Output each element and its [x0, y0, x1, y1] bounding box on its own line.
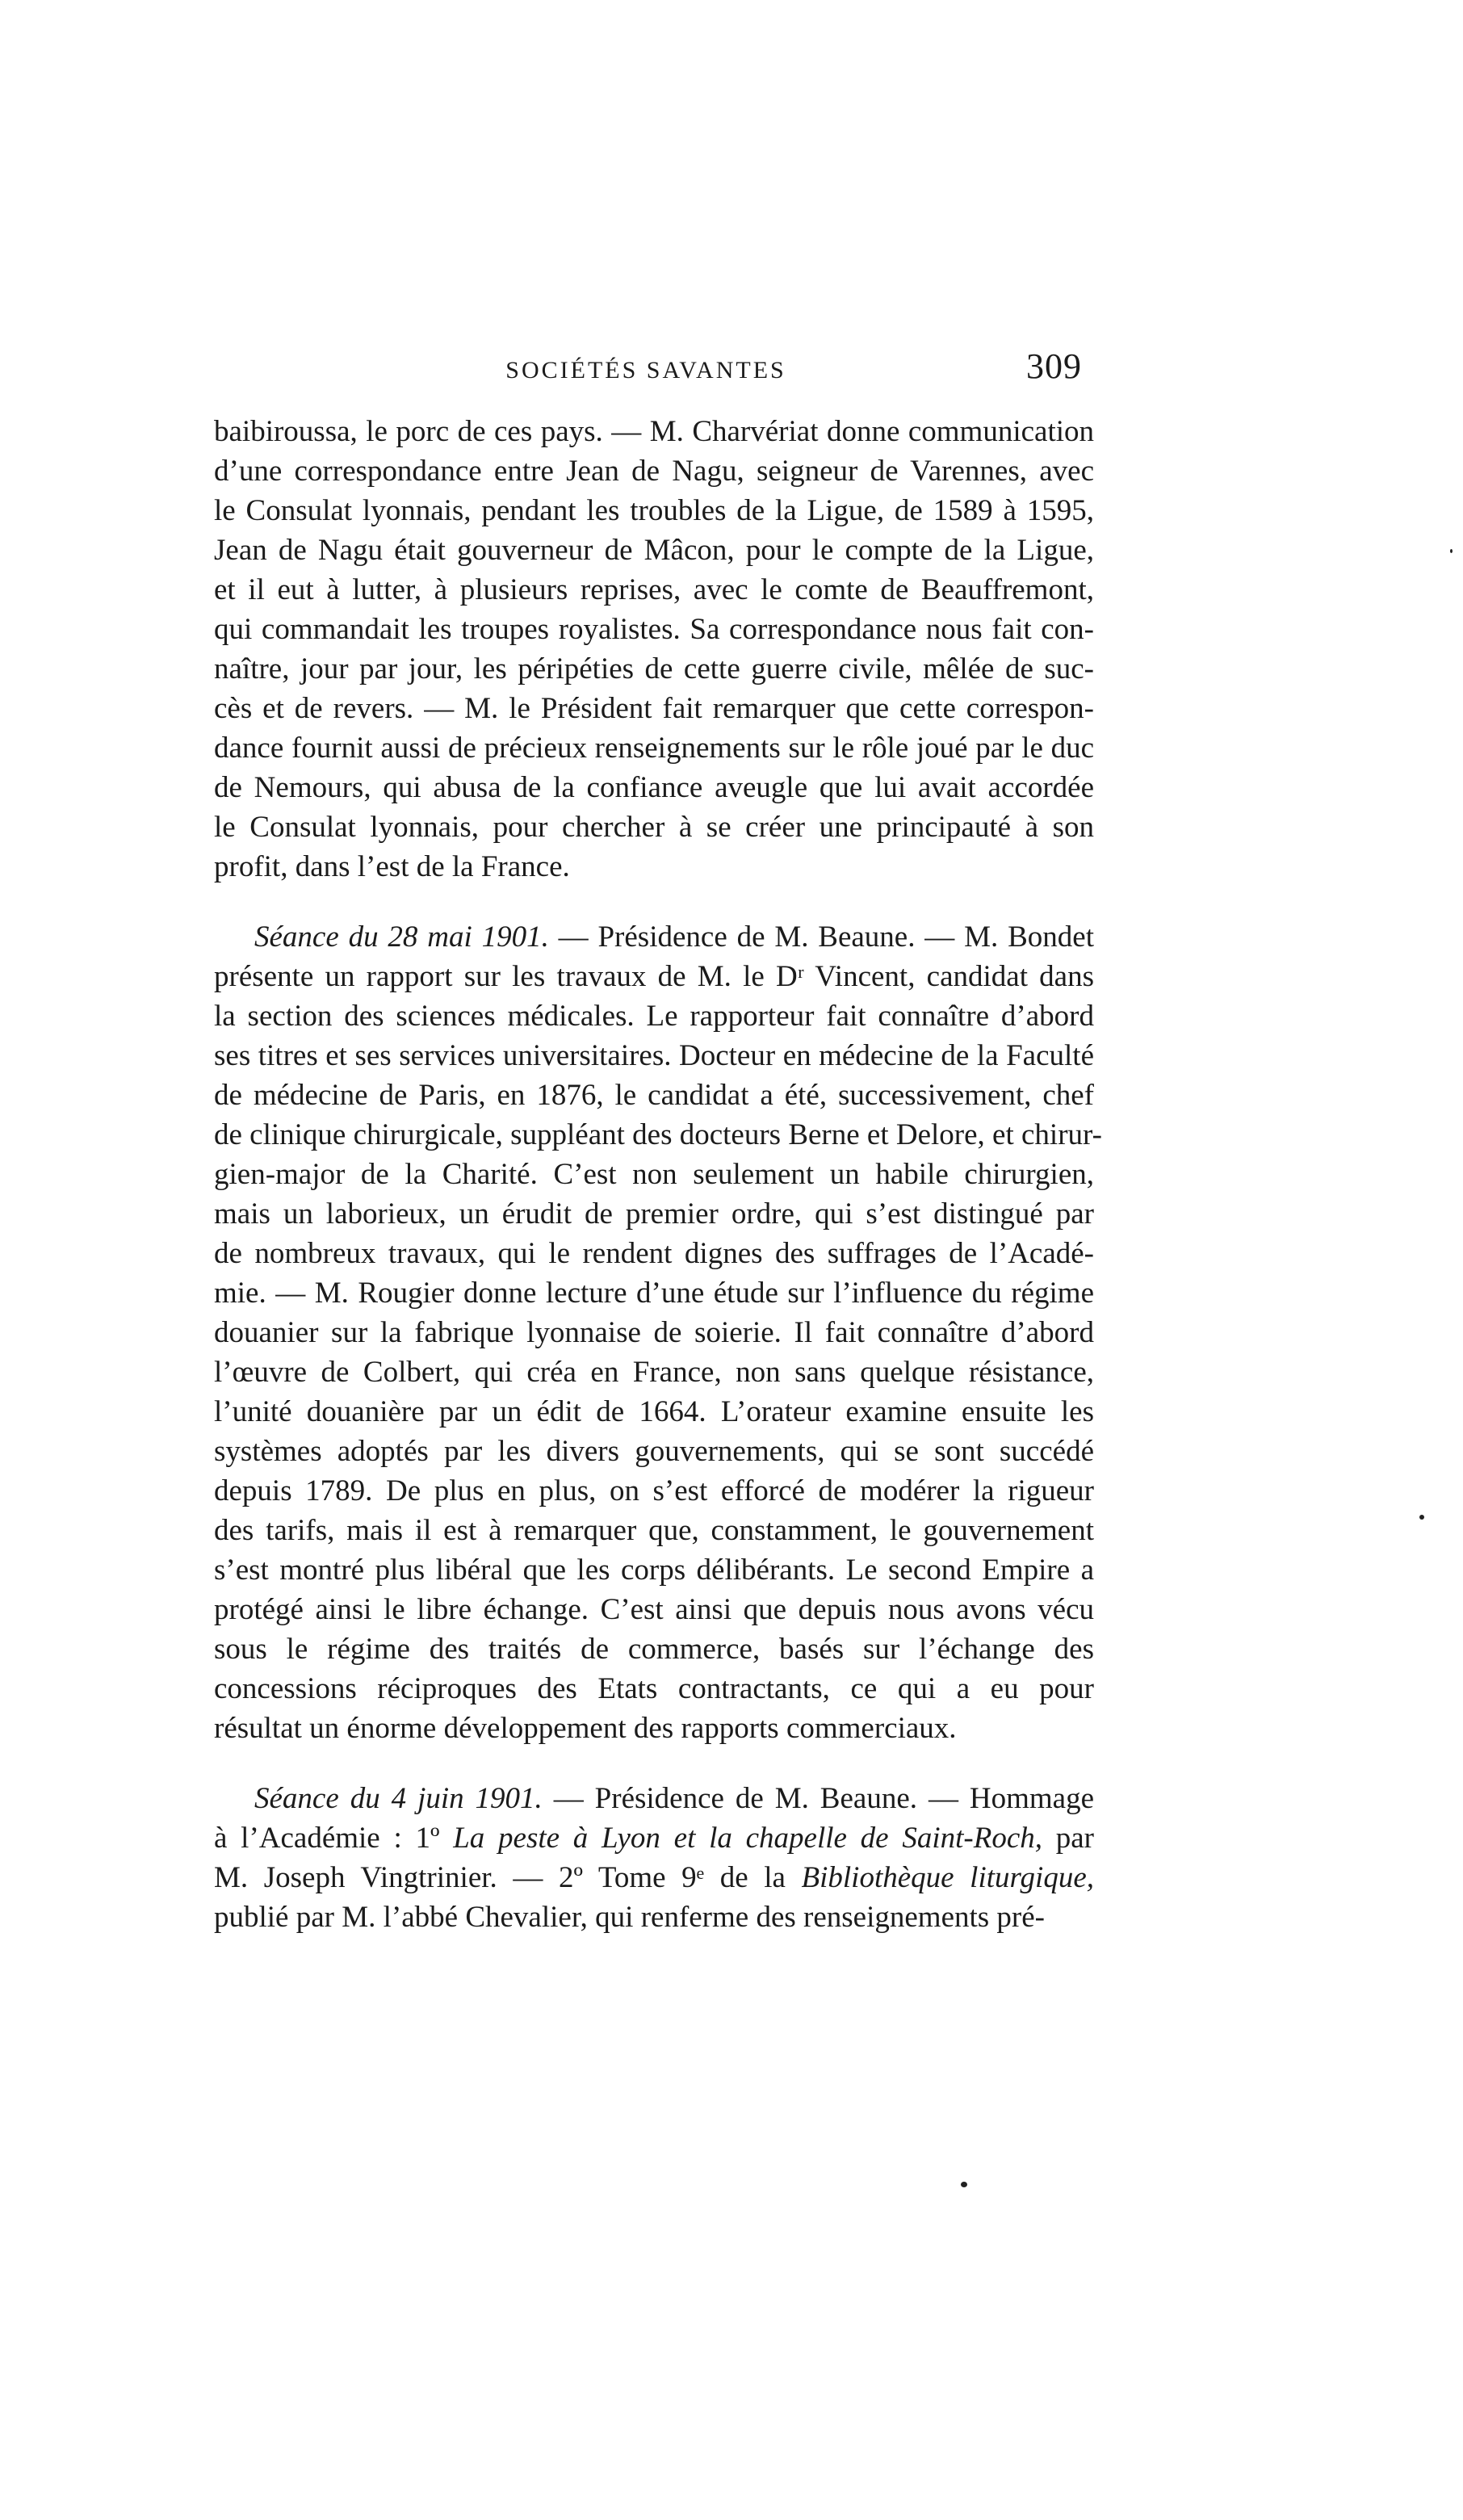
paragraph	[214, 412, 1094, 887]
text-line	[214, 1779, 1094, 1818]
scan-speck	[1419, 1515, 1424, 1520]
line-text: concessions réciproques des Etats contractants, ce qui a eu pour	[214, 1672, 1094, 1705]
text-line	[214, 530, 1094, 570]
text-line	[214, 1471, 1094, 1511]
line-text: d’une correspondance entre Jean de Nagu, seigneur de Varennes, avec	[214, 455, 1094, 488]
text-body	[214, 412, 1102, 1937]
text-line	[214, 728, 1094, 768]
line-text: le Consulat lyonnais, pour chercher à se créer une principauté à son	[214, 811, 1094, 844]
text-line	[214, 1858, 1094, 1897]
line-text: la section des sciences médicales. Le rapporteur fait connaître d’abord	[214, 1000, 1094, 1033]
line-text: mais un laborieux, un érudit de premier ordre, qui s’est distingué par	[214, 1197, 1094, 1231]
scan-speck	[961, 2182, 967, 2187]
line-text: le Consulat lyonnais, pendant les troubles de la Ligue, de 1589 à 1595,	[214, 494, 1094, 527]
line-text: protégé ainsi le libre échange. C’est ainsi que depuis nous avons vécu	[214, 1593, 1094, 1626]
paragraph	[214, 1779, 1094, 1937]
text-line	[214, 1036, 1094, 1076]
line-text: — Présidence de M. Beaune. — Hommage	[542, 1782, 1094, 1815]
line-text: présente un rapport sur les travaux de M. le Dʳ Vincent, candidat dans	[214, 960, 1094, 993]
line-text: de clinique chirurgicale, suppléant des docteurs Berne et Delore, et chirur-	[214, 1118, 1102, 1151]
line-text: et il eut à lutter, à plusieurs reprises, avec le comte de Beauffremont,	[214, 573, 1094, 606]
text-line	[214, 1352, 1094, 1392]
text-line	[214, 1076, 1094, 1115]
text-line	[214, 1550, 1094, 1590]
work-title: Bibliothèque liturgique,	[801, 1861, 1094, 1894]
line-text: profit, dans l’est de la France.	[214, 850, 570, 883]
line-text: de Nemours, qui abusa de la confiance aveugle que lui avait accordée	[214, 771, 1094, 804]
line-text: des tarifs, mais il est à remarquer que, constamment, le gouvernement	[214, 1514, 1094, 1547]
line-text: résultat un énorme développement des rapports commerciaux.	[214, 1712, 957, 1745]
paragraph-gap	[214, 1748, 1094, 1779]
text-line	[214, 412, 1094, 451]
page-number: 309	[1026, 346, 1082, 386]
text-line	[214, 1897, 1094, 1937]
line-text: naître, jour par jour, les péripéties de cette guerre civile, mêlée de suc-	[214, 652, 1094, 686]
line-text: — Présidence de M. Beaune. — M. Bondet	[548, 920, 1094, 954]
line-text: sous le régime des traités de commerce, basés sur l’échange des	[214, 1633, 1094, 1666]
running-head: SOCIÉTÉS SAVANTES	[505, 357, 786, 384]
text-line	[214, 807, 1094, 847]
text-line	[214, 1669, 1094, 1709]
line-text: mie. — M. Rougier donne lecture d’une étude sur l’influence du régime	[214, 1277, 1094, 1310]
line-text: M. Joseph Vingtrinier. — 2º Tome 9ᵉ de la	[214, 1861, 802, 1894]
line-text: ses titres et ses services universitaires. Docteur en médecine de la Faculté	[214, 1039, 1094, 1072]
line-text: de médecine de Paris, en 1876, le candidat a été, successivement, chef	[214, 1079, 1094, 1112]
line-text: baibiroussa, le porc de ces pays. — M. Charvériat donne communication	[214, 415, 1094, 448]
text-line	[214, 1709, 1094, 1748]
line-text: l’unité douanière par un édit de 1664. L’orateur examine ensuite les	[214, 1395, 1094, 1428]
session-date: Séance du 28 mai 1901.	[254, 920, 549, 954]
line-text: depuis 1789. De plus en plus, on s’est efforcé de modérer la rigueur	[214, 1474, 1094, 1507]
text-line	[214, 570, 1094, 610]
text-line	[214, 957, 1094, 996]
text-line	[214, 996, 1094, 1036]
line-text: douanier sur la fabrique lyonnaise de soierie. Il fait connaître d’abord	[214, 1316, 1094, 1349]
text-line	[214, 1273, 1094, 1313]
text-line	[214, 1313, 1094, 1352]
line-text: systèmes adoptés par les divers gouvernements, qui se sont succédé	[214, 1435, 1094, 1468]
line-text: l’œuvre de Colbert, qui créa en France, non sans quelque résistance,	[214, 1356, 1094, 1389]
text-line	[214, 1392, 1094, 1432]
text-line	[214, 649, 1094, 689]
text-line	[214, 847, 1094, 887]
line-text: dance fournit aussi de précieux renseignements sur le rôle joué par le duc	[214, 732, 1094, 765]
text-line	[214, 451, 1094, 491]
text-line	[214, 1194, 1094, 1234]
text-line	[214, 917, 1094, 957]
line-text: cès et de revers. — M. le Président fait remarquer que cette correspon-	[214, 692, 1094, 725]
scan-edge-noise	[0, 0, 1463, 32]
text-line	[214, 1115, 1102, 1155]
text-line	[214, 689, 1094, 728]
text-line	[214, 1590, 1094, 1629]
line-text: publié par M. l’abbé Chevalier, qui renferme des renseignements pré-	[214, 1901, 1045, 1934]
page-header	[210, 346, 1082, 402]
text-line	[214, 768, 1094, 807]
paragraph	[214, 917, 1102, 1748]
scan-speck	[1450, 549, 1453, 553]
line-text: gien-major de la Charité. C’est non seulement un habile chirurgien,	[214, 1158, 1094, 1191]
paragraph-gap	[214, 887, 1094, 917]
line-text: par	[1042, 1822, 1094, 1855]
line-text: qui commandait les troupes royalistes. Sa correspondance nous fait con-	[214, 613, 1094, 646]
text-line	[214, 1511, 1094, 1550]
text-line	[214, 1155, 1094, 1194]
text-line	[214, 1818, 1094, 1858]
text-line	[214, 1432, 1094, 1471]
line-text: Jean de Nagu était gouverneur de Mâcon, pour le compte de la Ligue,	[214, 534, 1094, 567]
line-text: s’est montré plus libéral que les corps délibérants. Le second Empire a	[214, 1554, 1094, 1587]
session-date: Séance du 4 juin 1901.	[254, 1782, 543, 1815]
line-text: à l’Académie : 1º	[214, 1822, 454, 1855]
text-line	[214, 1629, 1094, 1669]
line-text: de nombreux travaux, qui le rendent dignes des suffrages de l’Acadé-	[214, 1237, 1094, 1270]
text-line	[214, 610, 1094, 649]
text-line	[214, 491, 1094, 530]
text-line	[214, 1234, 1094, 1273]
work-title: La peste à Lyon et la chapelle de Saint-Roch,	[453, 1822, 1043, 1855]
